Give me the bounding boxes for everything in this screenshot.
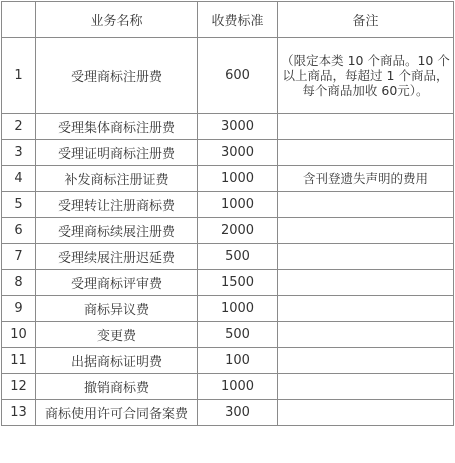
business-name: 出据商标证明费 bbox=[36, 348, 198, 374]
business-name: 受理证明商标注册费 bbox=[36, 140, 198, 166]
header-remarks: 备注 bbox=[278, 2, 454, 38]
business-name: 受理续展注册迟延费 bbox=[36, 244, 198, 270]
remark bbox=[278, 114, 454, 140]
row-number: 6 bbox=[2, 218, 36, 244]
remark bbox=[278, 270, 454, 296]
header-fee-standard: 收费标准 bbox=[198, 2, 278, 38]
table-row bbox=[2, 374, 454, 400]
fee-amount: 300 bbox=[198, 400, 278, 426]
table-row bbox=[2, 296, 454, 322]
fee-amount: 500 bbox=[198, 244, 278, 270]
remark bbox=[278, 244, 454, 270]
header-number bbox=[2, 2, 36, 38]
fee-table bbox=[1, 1, 454, 426]
business-name: 受理转让注册商标费 bbox=[36, 192, 198, 218]
table-row bbox=[2, 400, 454, 426]
row-number: 8 bbox=[2, 270, 36, 296]
table-row bbox=[2, 322, 454, 348]
table-row bbox=[2, 140, 454, 166]
row-number: 7 bbox=[2, 244, 36, 270]
business-name: 受理商标评审费 bbox=[36, 270, 198, 296]
remark bbox=[278, 322, 454, 348]
remark bbox=[278, 374, 454, 400]
remark bbox=[278, 348, 454, 374]
table-row bbox=[2, 270, 454, 296]
fee-amount: 2000 bbox=[198, 218, 278, 244]
fee-amount: 500 bbox=[198, 322, 278, 348]
table-row bbox=[2, 348, 454, 374]
remark bbox=[278, 400, 454, 426]
row-number: 13 bbox=[2, 400, 36, 426]
row-number: 9 bbox=[2, 296, 36, 322]
business-name: 受理集体商标注册费 bbox=[36, 114, 198, 140]
table-row bbox=[2, 166, 454, 192]
row-number: 11 bbox=[2, 348, 36, 374]
fee-amount: 1000 bbox=[198, 296, 278, 322]
table-row bbox=[2, 244, 454, 270]
row-number: 10 bbox=[2, 322, 36, 348]
row-number: 5 bbox=[2, 192, 36, 218]
row-number: 3 bbox=[2, 140, 36, 166]
table-row bbox=[2, 38, 454, 114]
fee-amount: 1000 bbox=[198, 192, 278, 218]
table-header-row bbox=[2, 2, 454, 38]
table-row bbox=[2, 114, 454, 140]
row-number: 12 bbox=[2, 374, 36, 400]
fee-amount: 1500 bbox=[198, 270, 278, 296]
table-row bbox=[2, 192, 454, 218]
business-name: 撤销商标费 bbox=[36, 374, 198, 400]
remark bbox=[278, 218, 454, 244]
fee-amount: 1000 bbox=[198, 374, 278, 400]
business-name: 受理商标续展注册费 bbox=[36, 218, 198, 244]
fee-amount: 100 bbox=[198, 348, 278, 374]
remark: （限定本类 10 个商品。10 个以上商品，每超过 1 个商品，每个商品加收 60元）。 bbox=[278, 38, 454, 114]
row-number: 2 bbox=[2, 114, 36, 140]
remark bbox=[278, 192, 454, 218]
business-name: 补发商标注册证费 bbox=[36, 166, 198, 192]
business-name: 商标使用许可合同备案费 bbox=[36, 400, 198, 426]
business-name: 受理商标注册费 bbox=[36, 38, 198, 114]
row-number: 1 bbox=[2, 38, 36, 114]
fee-amount: 600 bbox=[198, 38, 278, 114]
fee-amount: 3000 bbox=[198, 114, 278, 140]
header-business-name: 业务名称 bbox=[36, 2, 198, 38]
remark bbox=[278, 296, 454, 322]
table-row bbox=[2, 218, 454, 244]
fee-amount: 1000 bbox=[198, 166, 278, 192]
fee-amount: 3000 bbox=[198, 140, 278, 166]
business-name: 变更费 bbox=[36, 322, 198, 348]
row-number: 4 bbox=[2, 166, 36, 192]
remark bbox=[278, 140, 454, 166]
remark: 含刊登遗失声明的费用 bbox=[278, 166, 454, 192]
business-name: 商标异议费 bbox=[36, 296, 198, 322]
